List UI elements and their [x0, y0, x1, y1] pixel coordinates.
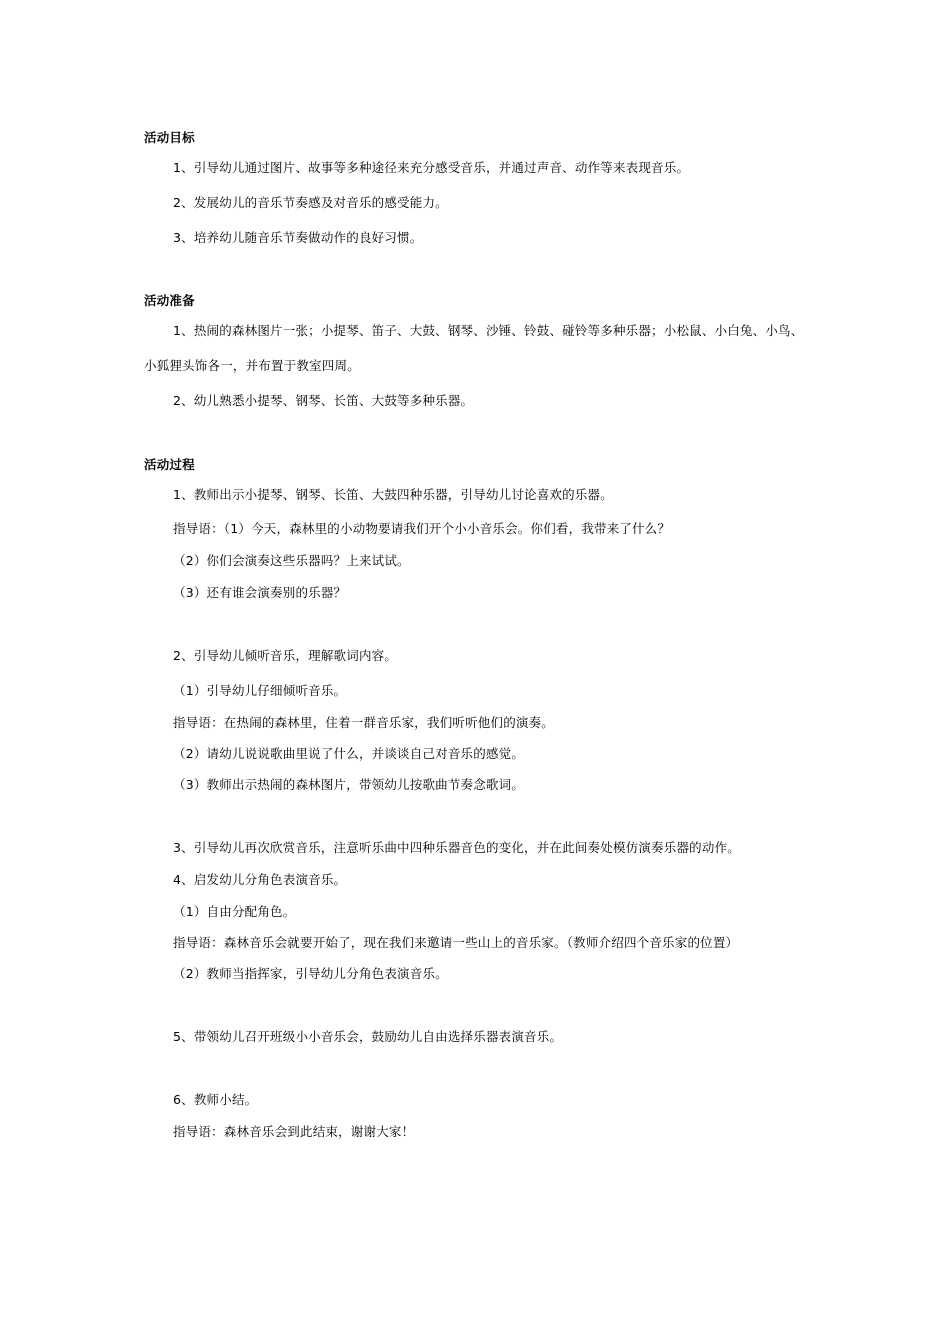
process-step-4-line-3: （2）教师当指挥家，引导幼儿分角色表演音乐。: [173, 966, 448, 981]
process-step-3-title: 3、引导幼儿再次欣赏音乐，注意听乐曲中四种乐器音色的变化，并在此间奏处模仿演奏乐器的动作。: [173, 840, 740, 855]
preparation-heading: 活动准备: [144, 293, 195, 308]
goals-heading: 活动目标: [144, 130, 195, 145]
process-step-2-line-3: （2）请幼儿说说歌曲里说了什么，并谈谈自己对音乐的感觉。: [173, 746, 525, 761]
preparation-item-2: 2、幼儿熟悉小提琴、钢琴、长笛、大鼓等多种乐器。: [173, 393, 474, 408]
process-heading: 活动过程: [144, 457, 195, 472]
process-step-1-line-3: （3）还有谁会演奏别的乐器？: [173, 585, 347, 600]
preparation-item-1-line-2: 小狐狸头饰各一，并布置于教室四周。: [144, 358, 360, 373]
process-step-1-title: 1、教师出示小提琴、钢琴、长笛、大鼓四种乐器，引导幼儿讨论喜欢的乐器。: [173, 487, 613, 502]
process-step-5-title: 5、带领幼儿召开班级小小音乐会，鼓励幼儿自由选择乐器表演音乐。: [173, 1029, 563, 1044]
process-step-2-line-1: （1）引导幼儿仔细倾听音乐。: [173, 683, 347, 698]
process-step-4-title: 4、启发幼儿分角色表演音乐。: [173, 872, 347, 887]
goals-item-3: 3、培养幼儿随音乐节奏做动作的良好习惯。: [173, 230, 423, 245]
process-step-2-title: 2、引导幼儿倾听音乐，理解歌词内容。: [173, 648, 398, 663]
process-step-4-line-1: （1）自由分配角色。: [173, 904, 296, 919]
goals-item-2: 2、发展幼儿的音乐节奏感及对音乐的感受能力。: [173, 195, 448, 210]
process-step-1-line-1: 指导语：（1）今天，森林里的小动物要请我们开个小小音乐会。你们看，我带来了什么？: [173, 521, 671, 536]
goals-item-1: 1、引导幼儿通过图片、故事等多种途径来充分感受音乐，并通过声音、动作等来表现音乐。: [173, 160, 690, 175]
process-step-6-title: 6、教师小结。: [173, 1092, 258, 1107]
preparation-item-1-line-1: 1、热闹的森林图片一张；小提琴、笛子、大鼓、钢琴、沙锤、铃鼓、碰铃等多种乐器；小松鼠、小白兔、小鸟、: [173, 323, 804, 338]
process-step-1-line-2: （2）你们会演奏这些乐器吗？上来试试。: [173, 553, 410, 568]
process-step-6-line-1: 指导语：森林音乐会到此结束，谢谢大家！: [173, 1124, 415, 1139]
process-step-2-line-2: 指导语：在热闹的森林里，住着一群音乐家，我们听听他们的演奏。: [173, 715, 555, 730]
process-step-4-line-2: 指导语：森林音乐会就要开始了，现在我们来邀请一些山上的音乐家。（教师介绍四个音乐家的位置）: [173, 935, 739, 950]
process-step-2-line-4: （3）教师出示热闹的森林图片，带领幼儿按歌曲节奏念歌词。: [173, 777, 525, 792]
